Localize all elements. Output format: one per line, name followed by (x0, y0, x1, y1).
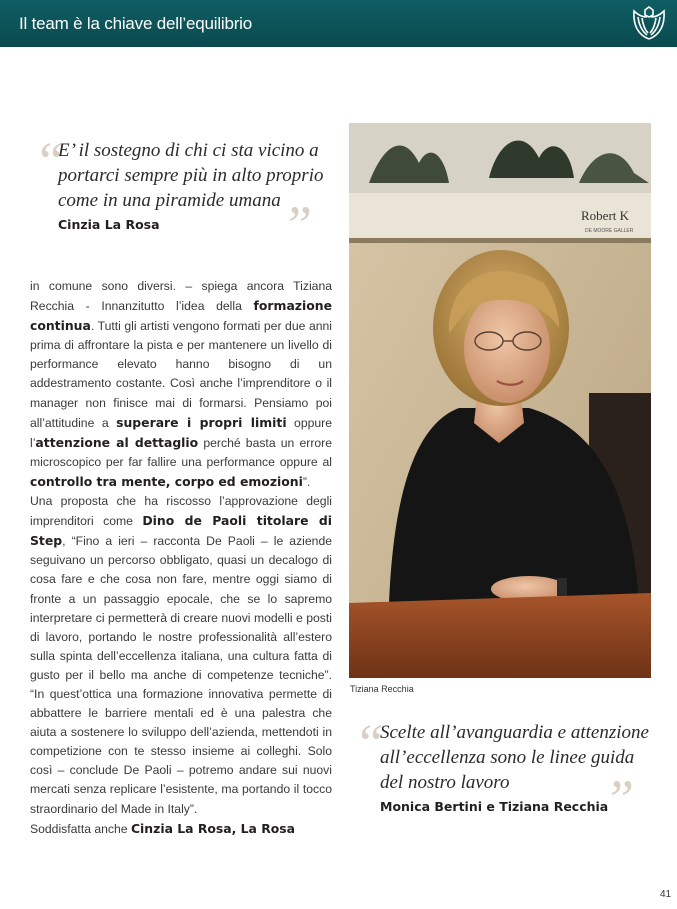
body-text-run: . Tutti gli artisti vengono formati per due anni prima di affrontare la pista e per mantenere un livello di performance elevato hanno bisogno di un addestramento costante. Così anche l’imprenditore o il manager non finisce mai di formarsi. Pensiamo poi all’attitudine a (30, 319, 332, 430)
body-text-run: ”. (302, 474, 311, 489)
bold-emphasis: controllo tra mente, corpo ed emozioni (30, 473, 303, 489)
quote-line: all’eccellenza sono le linee guida (380, 747, 635, 768)
article-body (30, 277, 332, 839)
paragraph-2 (30, 492, 332, 819)
close-quote-mark: ” (604, 769, 635, 829)
pull-quote-2 (354, 713, 654, 829)
body-text-run: in comune sono diversi. – spiega ancora Tiziana Recchia - Innanzitutto l’idea della (30, 279, 332, 314)
photo-caption: Tiziana Recchia (350, 684, 414, 694)
bold-emphasis: formazione continua (30, 298, 332, 334)
close-quote-mark: ” (282, 195, 313, 255)
paragraph-3 (30, 819, 332, 839)
pull-quote-1-author: Cinzia La Rosa (58, 217, 160, 232)
poster-text: Robert K (581, 208, 630, 223)
body-text-run: perché basta un errore microscopico per far fallire una performance oppure al (30, 435, 332, 469)
quote-line: E’ il sostegno di chi ci sta vicino a (58, 140, 319, 161)
body-text-run: , “Fino a ieri – racconta De Paoli – le aziende seguivano un percorso obbligato, quasi un decalogo di cosa fare e che cosa non fare, mentre oggi siamo di fronte a un passaggio epocale, che se lo sapremo interpretare ci permetterà di creare nuovi modelli e posti di lavoro, portando le nostre professionalità all’estero sulla spinta dell’eccellenza italiana, una cultura fatta di gusto per il bello ma anche di competenze tecniche”. “In quest’ottica una formazione innovativa permette di abbattere le barriere mentali ed è una palestra che aiuta a sostenere lo sviluppo dell’azienda, mettendoti in competizione con te stesso insieme ai colleghi. Solo così – conclude De Paoli – potremo andare sui nuovi mercati senza replicare l’esistente, ma portando il tocco straordinario del Made in Italy”. (30, 534, 332, 816)
body-text-run: Una proposta che ha riscosso l’approvazione degli imprenditori come (30, 494, 332, 529)
page-header (0, 0, 677, 47)
paragraph-1 (30, 277, 332, 492)
quote-line: del nostro lavoro (380, 772, 510, 793)
pull-quote-1 (34, 131, 334, 255)
quote-line: Scelte all’avanguardia e attenzione (380, 722, 649, 743)
bold-emphasis: superare i propri limiti (116, 414, 287, 430)
pull-quote-2-author: Monica Bertini e Tiziana Recchia (380, 799, 609, 814)
quote-line: portarci sempre più in alto proprio (58, 165, 324, 186)
section-title: Il team è la chiave dell’equilibrio (19, 14, 253, 33)
portrait-photo (349, 123, 651, 678)
open-quote-mark: “ (354, 713, 385, 773)
bold-emphasis: attenzione al dettaglio (35, 434, 199, 450)
open-quote-mark: “ (34, 131, 65, 191)
poster-subtext: DE MOORE GALLER (585, 228, 634, 234)
page-number: 41 (660, 889, 672, 900)
body-text-run: oppure l’ (30, 415, 333, 450)
portrait-illustration (349, 123, 651, 678)
quote-line: come in una piramide umana (58, 190, 281, 211)
confindustria-wings-icon (630, 5, 668, 43)
body-text-run: Soddisfatta anche (30, 821, 131, 836)
bold-emphasis: Cinzia La Rosa, La Rosa (130, 820, 296, 836)
bold-emphasis: Dino de Paoli titolare di Step (30, 513, 332, 549)
